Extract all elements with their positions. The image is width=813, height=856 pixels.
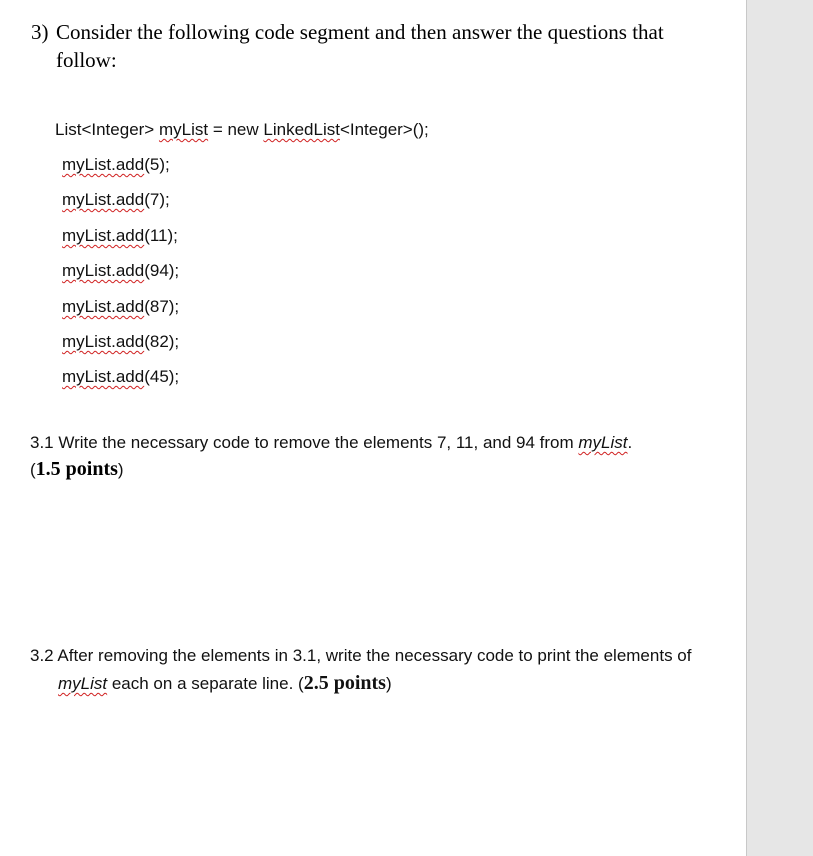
subquestion-3-1-text: [30, 433, 632, 453]
decl-var: myList: [158, 120, 209, 139]
q32-var: myList: [58, 674, 108, 693]
code-arg: (5);: [144, 155, 170, 174]
code-arg: (87);: [144, 297, 180, 316]
question-text-line1: Consider the following code segment and then answer the questions that: [56, 20, 664, 44]
q31-paren-close: ): [117, 460, 124, 479]
q31-points-value: 1.5 points: [35, 458, 118, 480]
code-call: myList.add: [62, 367, 145, 386]
code-arg: (45);: [144, 367, 180, 386]
decl-end: <Integer>();: [339, 120, 429, 139]
q32-paren-close: ): [385, 674, 392, 693]
code-call: myList.add: [62, 261, 145, 280]
code-line: [62, 367, 179, 387]
decl-class: LinkedList: [263, 120, 340, 139]
code-arg: (7);: [144, 190, 170, 209]
document-margin-panel: [746, 0, 813, 856]
code-arg: (94);: [144, 261, 180, 280]
code-line: [62, 261, 179, 281]
code-line: [62, 155, 170, 175]
subquestion-3-2-line1: 3.2 After removing the elements in 3.1, write the necessary code to print the elements of: [30, 646, 692, 665]
decl-mid: = new: [208, 120, 264, 139]
subquestion-3-1-points: [30, 458, 124, 481]
q32-points-value: 2.5 points: [303, 672, 386, 694]
decl-type: List<Integer>: [55, 120, 159, 139]
code-call: myList.add: [62, 226, 145, 245]
code-line: [62, 332, 179, 352]
q31-var: myList: [578, 433, 628, 452]
q31-paren-open: (: [30, 460, 36, 479]
code-line: [62, 226, 178, 246]
question-text-line2: follow:: [56, 48, 117, 72]
code-call: myList.add: [62, 332, 145, 351]
code-line: [62, 297, 179, 317]
code-arg: (11);: [144, 226, 178, 245]
q31-period: .: [627, 433, 633, 452]
code-arg: (82);: [144, 332, 180, 351]
code-call: myList.add: [62, 155, 145, 174]
code-call: myList.add: [62, 297, 145, 316]
code-declaration: [55, 120, 429, 140]
subquestion-3-2-line2: [58, 672, 392, 695]
code-call: myList.add: [62, 190, 145, 209]
q32-rest: each on a separate line. (: [107, 674, 304, 693]
q31-body: 3.1 Write the necessary code to remove the elements 7, 11, and 94 from: [30, 433, 579, 452]
question-number: 3): [31, 20, 49, 44]
code-line: [62, 190, 170, 210]
